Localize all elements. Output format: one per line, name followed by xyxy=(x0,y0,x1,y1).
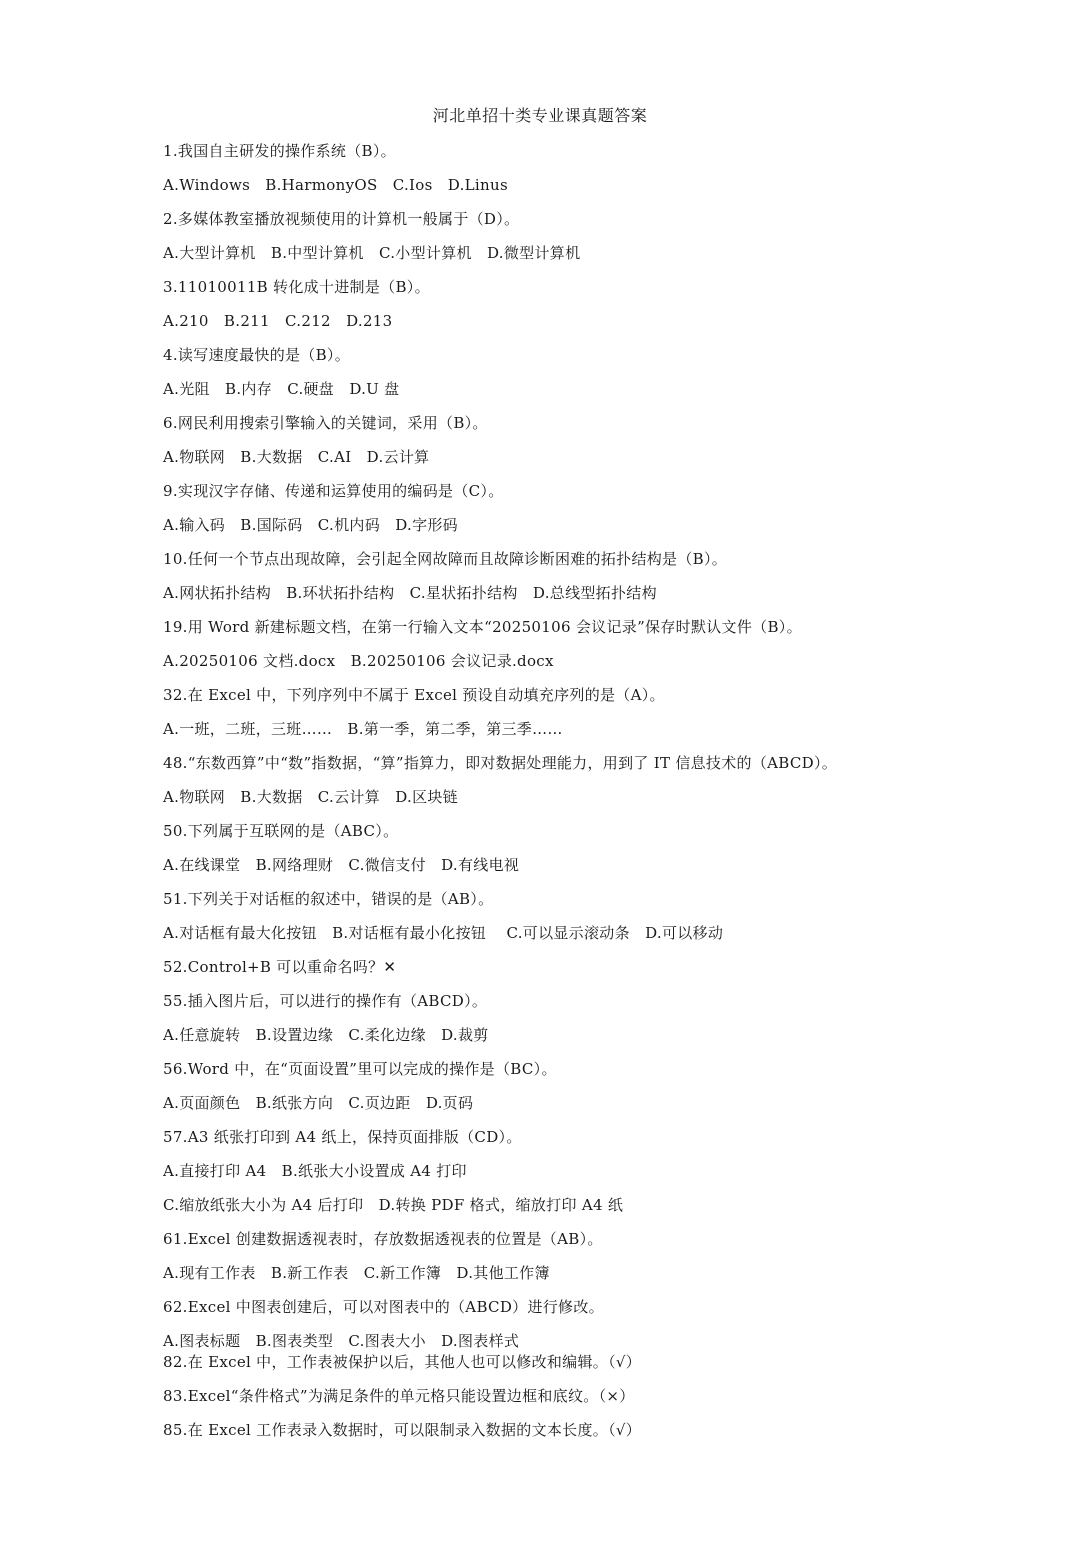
question-61: 61.Excel 创建数据透视表时，存放数据透视表的位置是（AB）。 xyxy=(163,1230,603,1248)
options-9: A.输入码 B.国际码 C.机内码 D.字形码 xyxy=(163,516,458,534)
question-6: 6.网民利用搜索引擎输入的关键词，采用（B）。 xyxy=(163,414,488,432)
question-19: 19.用 Word 新建标题文档，在第一行输入文本“20250106 会议记录”保存时默认文件（B）。 xyxy=(163,618,802,636)
options-32: A.一班，二班，三班…… B.第一季，第二季，第三季…… xyxy=(163,720,563,738)
question-52: 52.Control+B 可以重命名吗？✕ xyxy=(163,958,397,976)
options-4: A.光阻 B.内存 C.硬盘 D.U 盘 xyxy=(163,380,400,398)
question-50: 50.下列属于互联网的是（ABC）。 xyxy=(163,822,399,840)
options-55: A.任意旋转 B.设置边缘 C.柔化边缘 D.裁剪 xyxy=(163,1026,489,1044)
options-3: A.210 B.211 C.212 D.213 xyxy=(163,312,393,330)
question-62: 62.Excel 中图表创建后，可以对图表中的（ABCD）进行修改。 xyxy=(163,1298,604,1316)
options-57-ab: A.直接打印 A4 B.纸张大小设置成 A4 打印 xyxy=(163,1162,467,1180)
options-10: A.网状拓扑结构 B.环状拓扑结构 C.星状拓扑结构 D.总线型拓扑结构 xyxy=(163,584,657,602)
options-1: A.Windows B.HarmonyOS C.Ios D.Linus xyxy=(163,176,508,194)
options-61: A.现有工作表 B.新工作表 C.新工作簿 D.其他工作簿 xyxy=(163,1264,550,1282)
options-56: A.页面颜色 B.纸张方向 C.页边距 D.页码 xyxy=(163,1094,474,1112)
question-9: 9.实现汉字存储、传递和运算使用的编码是（C）。 xyxy=(163,482,504,500)
question-48: 48.“东数西算”中“数”指数据，“算”指算力，即对数据处理能力，用到了 IT 信息技术的（ABCD）。 xyxy=(163,754,838,772)
question-4: 4.读写速度最快的是（B）。 xyxy=(163,346,351,364)
options-48: A.物联网 B.大数据 C.云计算 D.区块链 xyxy=(163,788,458,806)
options-6: A.物联网 B.大数据 C.AI D.云计算 xyxy=(163,448,430,466)
question-85: 85.在 Excel 工作表录入数据时，可以限制录入数据的文本长度。（√） xyxy=(163,1421,642,1439)
question-55: 55.插入图片后，可以进行的操作有（ABCD）。 xyxy=(163,992,488,1010)
question-57: 57.A3 纸张打印到 A4 纸上，保持页面排版（CD）。 xyxy=(163,1128,522,1146)
question-82: 82.在 Excel 中，工作表被保护以后，其他人也可以修改和编辑。（√） xyxy=(163,1353,642,1371)
question-56: 56.Word 中，在“页面设置”里可以完成的操作是（BC）。 xyxy=(163,1060,557,1078)
document-title: 河北单招十类专业课真题答案 xyxy=(432,106,648,125)
options-19: A.20250106 文档.docx B.20250106 会议记录.docx xyxy=(163,652,554,670)
options-50: A.在线课堂 B.网络理财 C.微信支付 D.有线电视 xyxy=(163,856,520,874)
question-32: 32.在 Excel 中，下列序列中不属于 Excel 预设自动填充序列的是（A）。 xyxy=(163,686,665,704)
question-51: 51.下列关于对话框的叙述中，错误的是（AB）。 xyxy=(163,890,494,908)
question-2: 2.多媒体教室播放视频使用的计算机一般属于（D）。 xyxy=(163,210,520,228)
question-1: 1.我国自主研发的操作系统（B）。 xyxy=(163,142,396,160)
options-62: A.图表标题 B.图表类型 C.图表大小 D.图表样式 xyxy=(163,1332,520,1350)
question-3: 3.11010011B 转化成十进制是（B）。 xyxy=(163,278,430,296)
options-51: A.对话框有最大化按钮 B.对话框有最小化按钮 C.可以显示滚动条 D.可以移动 xyxy=(163,924,724,942)
question-83: 83.Excel“条件格式”为满足条件的单元格只能设置边框和底纹。（×） xyxy=(163,1387,635,1405)
options-2: A.大型计算机 B.中型计算机 C.小型计算机 D.微型计算机 xyxy=(163,244,581,262)
question-10: 10.任何一个节点出现故障，会引起全网故障而且故障诊断困难的拓扑结构是（B）。 xyxy=(163,550,728,568)
options-57-cd: C.缩放纸张大小为 A4 后打印 D.转换 PDF 格式，缩放打印 A4 纸 xyxy=(163,1196,624,1214)
document-body xyxy=(163,137,1043,1450)
